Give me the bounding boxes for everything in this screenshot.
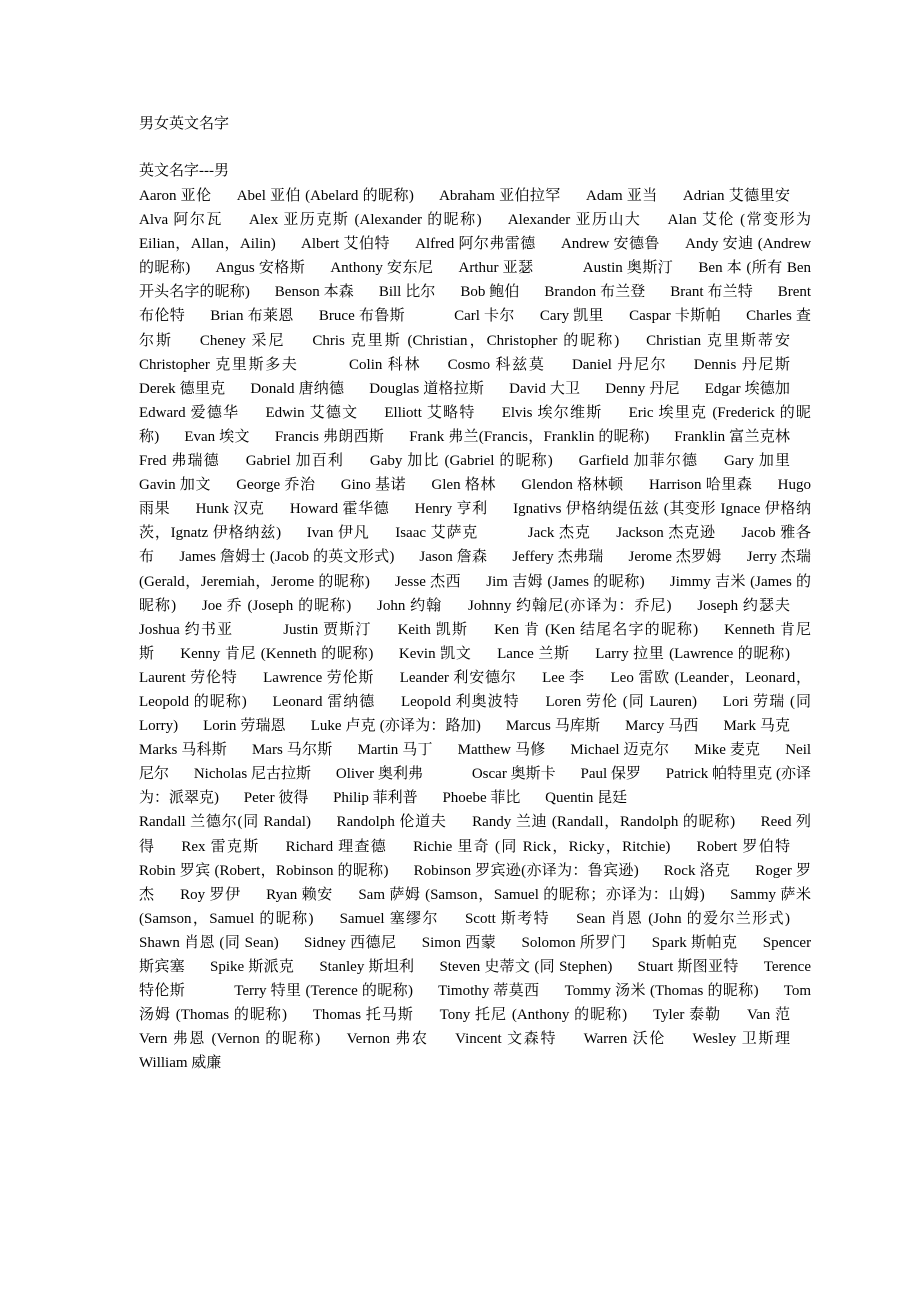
name-entry: Glendon 格林顿 [521, 477, 624, 494]
name-entry: Alfred 阿尔弗雷德 [415, 236, 536, 253]
name-entry: Elvis 埃尔维斯 [501, 404, 603, 421]
male-name-list [139, 184, 811, 1075]
name-entry: Sean 肖恩 (John 的爱尔兰形式) [576, 910, 790, 927]
name-entry: Elliott 艾略特 [384, 404, 476, 421]
name-entry: Edwin 艾德文 [265, 404, 359, 421]
name-entry: Aaron 亚伦 [139, 188, 212, 204]
name-entry: Colin 科林 [349, 356, 422, 373]
name-entry: Steven 史蒂文 (同 Stephen) [439, 959, 613, 975]
name-entry: Alan 艾伦 (常变形为 Eilian，Allan，Ailin) [139, 212, 812, 253]
name-entry: Michael 迈克尔 [570, 742, 670, 759]
name-entry: Marcy 马西 [625, 718, 699, 735]
name-entry: Jacob 雅各布 [139, 525, 812, 566]
name-entry: Brant 布兰特 [670, 284, 753, 301]
name-entry: Robert 罗伯特 [696, 838, 791, 855]
name-entry: Benson 本森 [274, 284, 354, 301]
name-entry: Rock 洛克 [663, 862, 731, 879]
name-entry: Kevin 凯文 [398, 645, 472, 662]
name-entry: George 乔治 [236, 477, 316, 494]
name-entry: Bill 比尔 [378, 284, 436, 301]
name-entry: Mike 麦克 [694, 742, 761, 759]
name-entry: Cosmo 科兹莫 [447, 356, 546, 373]
name-entry: Gary 加里 [724, 453, 791, 470]
name-entry: Simon 西蒙 [421, 934, 497, 951]
name-entry: Leander 利安德尔 [399, 669, 517, 686]
name-entry: Anthony 安东尼 [330, 260, 434, 277]
name-entry: Douglas 道格拉斯 [369, 380, 485, 397]
section-title-male: 英文名字---男 [139, 163, 229, 179]
name-entry: Francis 弗朗西斯 [274, 428, 385, 445]
name-entry: Gavin 加文 [139, 477, 211, 494]
name-entry: Laurent 劳伦特 [139, 669, 238, 686]
name-entry: John 约翰 [377, 597, 443, 614]
name-entry: Tyler 泰勒 [652, 1007, 722, 1024]
name-entry: Adam 亚当 [585, 188, 658, 204]
name-entry: Albert 艾伯特 [301, 236, 390, 253]
name-entry: Daniel 丹尼尔 [571, 356, 668, 373]
name-entry: Andy 安迪 (Andrew 的昵称) [139, 236, 812, 277]
name-entry: Christopher 克里斯多夫 [139, 356, 299, 373]
name-entry: Kenny 肯尼 (Kenneth 的昵称) [180, 645, 374, 662]
name-entry: Randall 兰德尔(同 Randal) [139, 814, 311, 831]
name-entry: Alexander 亚历山大 [507, 212, 642, 229]
name-entry: Brandon 布兰登 [544, 284, 646, 301]
name-entry: Joseph 约瑟夫 [697, 597, 791, 614]
name-entry: Oliver 奥利弗 [335, 766, 424, 783]
name-entry: Stuart 斯图亚特 [637, 959, 739, 975]
name-entry: Sammy 萨米 (Samson，Samuel 的昵称) [139, 886, 812, 927]
name-entry: Robinson 罗宾逊(亦译为：鲁宾逊) [413, 862, 639, 879]
name-entry: Frank 弗兰(Francis，Franklin 的昵称) [409, 428, 650, 445]
name-entry: Hugo 雨果 [139, 477, 811, 518]
name-entry: Joe 乔 (Joseph 的昵称) [201, 597, 352, 614]
name-entry: Henry 亨利 [414, 501, 488, 518]
name-entry: Leopold 利奥波特 [400, 693, 520, 710]
name-entry: Derek 德里克 [139, 380, 226, 397]
name-entry: David 大卫 [509, 380, 581, 397]
name-entry: Jerome 杰罗姆 [628, 549, 722, 566]
name-entry: Tony 托尼 (Anthony 的昵称) [439, 1007, 628, 1024]
name-entry: Hunk 汉克 [195, 501, 265, 518]
name-entry: Scott 斯考特 [464, 910, 551, 927]
name-entry: Chris 克里斯 (Christian，Christopher 的昵称) [312, 332, 620, 349]
name-entry: Richard 理查德 [285, 838, 388, 855]
name-entry: Reed 列得 [139, 814, 812, 855]
name-entry: Howard 霍华德 [289, 501, 390, 518]
name-entry: Tommy 汤米 (Thomas 的昵称) [564, 983, 759, 1000]
name-entry: Gabriel 加百利 [245, 453, 345, 470]
name-entry: James 詹姆士 (Jacob 的英文形式) [179, 549, 395, 566]
name-entry: Gaby 加比 (Gabriel 的昵称) [369, 453, 553, 470]
name-entry: Cary 凯里 [539, 308, 604, 325]
name-entry: Charles 查尔斯 [139, 308, 812, 349]
name-entry: Marcus 马库斯 [505, 718, 601, 735]
name-entry: Timothy 蒂莫西 [438, 983, 540, 1000]
name-entry: Randy 兰迪 (Randall，Randolph 的昵称) [472, 814, 736, 831]
name-entry: Edward 爱德华 [139, 404, 240, 421]
name-entry: Johnny 约翰尼(亦译为：乔尼) [468, 597, 672, 614]
name-entry: Lee 李 [542, 669, 585, 686]
name-entry: Patrick 帕特里克 (亦译为：派翠克) [139, 766, 812, 807]
name-entry: Luke 卢克 (亦译为：路加) [310, 718, 481, 735]
name-entry: Alva 阿尔瓦 [139, 212, 223, 229]
name-entry: William 威廉 [139, 1055, 222, 1072]
name-entry: Tom 汤姆 (Thomas 的昵称) [139, 983, 811, 1024]
name-entry: Austin 奥斯汀 [582, 260, 674, 277]
name-entry: Cheney 采尼 [199, 332, 286, 349]
name-entry: Carl 卡尔 [454, 308, 515, 325]
name-entry: Abraham 亚伯拉罕 [439, 188, 561, 204]
name-entry: Leonard 雷纳德 [272, 693, 376, 710]
name-entry: Lori 劳瑞 (同 Lorry) [139, 693, 812, 735]
name-entry: Abel 亚伯 (Abelard 的昵称) [236, 188, 414, 204]
name-entry: Justin 贾斯汀 [283, 621, 372, 638]
name-entry: Brent 布伦特 [139, 284, 812, 325]
name-entry: Jimmy 吉米 (James 的昵称) [139, 573, 812, 614]
name-entry: Ivan 伊凡 [306, 525, 370, 542]
name-entry: Harrison 哈里森 [649, 477, 753, 494]
name-entry: Nicholas 尼古拉斯 [193, 766, 312, 783]
name-entry: Jerry 杰瑞 (Gerald，Jeremiah，Jerome 的昵称) [139, 549, 812, 590]
name-entry: Mark 马克 [723, 718, 791, 735]
name-entry: Terry 特里 (Terence 的昵称) [234, 983, 413, 1000]
name-entry: Leo 雷欧 (Leander，Leonard，Leopold 的昵称) [139, 669, 812, 710]
name-entry: Glen 格林 [431, 477, 496, 494]
name-entry: Fred 弗瑞德 [139, 453, 220, 470]
name-entry: Roy 罗伊 [180, 886, 241, 903]
name-entry: Ben 本 (所有 Ben 开头名字的昵称) [139, 260, 812, 301]
name-entry: Arthur 亚瑟 [458, 260, 534, 277]
name-entry: Adrian 艾德里安 [682, 188, 791, 204]
name-entry: Alex 亚历克斯 (Alexander 的昵称) [249, 212, 482, 229]
name-entry: Neil 尼尔 [139, 742, 812, 783]
name-entry: Jesse 杰西 [395, 573, 462, 590]
name-entry: Roger 罗杰 [139, 862, 811, 903]
name-entry: Randolph 伦道夫 [336, 814, 447, 831]
name-entry: Brian 布莱恩 [210, 308, 294, 325]
name-entry: Mars 马尔斯 [251, 742, 333, 759]
name-entry: Oscar 奥斯卡 [471, 766, 556, 783]
name-entry: Jack 杰克 [527, 525, 591, 542]
name-entry: Samuel 塞缪尔 [339, 910, 439, 927]
name-entry: Lance 兰斯 [497, 645, 570, 662]
name-entry: Garfield 加菲尔德 [578, 453, 699, 470]
document-title: 男女英文名字 [139, 116, 230, 132]
name-entry: Ignativs 伊格纳缇伍兹 (其变形 Ignace 伊格纳茨，Ignatz 伊格纳兹) [139, 501, 812, 542]
name-entry: Vincent 文森特 [455, 1031, 558, 1048]
name-entry: Bruce 布鲁斯 [318, 308, 405, 325]
name-entry: Shawn 肖恩 (同 Sean) [139, 934, 279, 951]
name-entry: Andrew 安德鲁 [560, 236, 660, 253]
name-entry: Lawrence 劳伦斯 [263, 669, 375, 686]
name-entry: Marks 马科斯 [139, 742, 227, 759]
name-entry: Christian 克里斯蒂安 [646, 332, 791, 349]
name-entry: Phoebe 菲比 [442, 790, 521, 807]
name-entry: Bob 鲍伯 [460, 284, 520, 301]
name-entry: Donald 唐纳德 [250, 380, 345, 397]
name-entry: Spark 斯帕克 [651, 934, 738, 951]
name-entry: Thomas 托马斯 [312, 1007, 414, 1024]
name-entry: Denny 丹尼 [605, 380, 680, 397]
name-entry: Vernon 弗农 [346, 1031, 429, 1048]
name-entry: Joshua 约书亚 [139, 621, 234, 638]
name-entry: Philip 菲利普 [333, 790, 418, 807]
name-entry: Wesley 卫斯理 [692, 1031, 791, 1048]
name-entry: Loren 劳伦 (同 Lauren) [545, 693, 697, 710]
name-entry: Isaac 艾萨克 [395, 525, 479, 542]
name-entry: Spencer 斯宾塞 [139, 934, 812, 975]
name-entry: Matthew 马修 [457, 742, 546, 759]
name-entry: Evan 埃文 [184, 428, 250, 445]
name-entry: Vern 弗恩 (Vernon 的昵称) [139, 1031, 321, 1048]
name-entry: Warren 沃伦 [583, 1031, 667, 1048]
name-entry: Ryan 赖安 [266, 886, 333, 903]
name-entry: Lorin 劳瑞恩 [203, 718, 286, 735]
name-entry: Stanley 斯坦利 [319, 959, 415, 975]
name-entry: Gino 基诺 [340, 477, 407, 494]
name-entry: Jason 詹森 [419, 549, 488, 566]
name-entry: Ken 肯 (Ken 结尾名字的昵称) [494, 621, 699, 638]
name-entry: Jackson 杰克逊 [616, 525, 716, 542]
name-entry: Angus 安格斯 [215, 260, 306, 277]
name-entry: Quentin 昆廷 [545, 790, 628, 807]
name-entry: Franklin 富兰克林 [674, 428, 791, 445]
name-entry: Martin 马丁 [357, 742, 433, 759]
name-entry: Dennis 丹尼斯 [693, 356, 791, 373]
name-entry: Jeffery 杰弗瑞 [512, 549, 604, 566]
name-entry: Caspar 卡斯帕 [629, 308, 721, 325]
name-entry: Sidney 西德尼 [304, 934, 397, 951]
name-entry: Peter 彼得 [243, 790, 309, 807]
name-entry: Robin 罗宾 (Robert，Robinson 的昵称) [139, 862, 389, 879]
name-entry: Rex 雷克斯 [181, 838, 260, 855]
name-entry: Edgar 埃德加 [704, 380, 791, 397]
name-entry: Kenneth 肯尼斯 [139, 621, 811, 662]
name-entry: Spike 斯派克 [210, 959, 295, 975]
name-entry: Richie 里奇 (同 Rick，Ricky，Ritchie) [413, 838, 671, 855]
name-entry: Larry 拉里 (Lawrence 的昵称) [595, 645, 791, 662]
name-entry: Terence 特伦斯 [139, 959, 811, 1000]
name-entry: Eric 埃里克 (Frederick 的昵称) [139, 404, 812, 445]
name-entry: Keith 凯斯 [397, 621, 469, 638]
name-entry: Solomon 所罗门 [521, 934, 627, 951]
name-entry: Paul 保罗 [580, 766, 641, 783]
name-entry: Van 范 [746, 1007, 791, 1024]
name-entry: Sam 萨姆 (Samson，Samuel 的昵称；亦译为：山姆) [358, 886, 705, 903]
name-entry: Jim 吉姆 (James 的昵称) [486, 573, 645, 590]
